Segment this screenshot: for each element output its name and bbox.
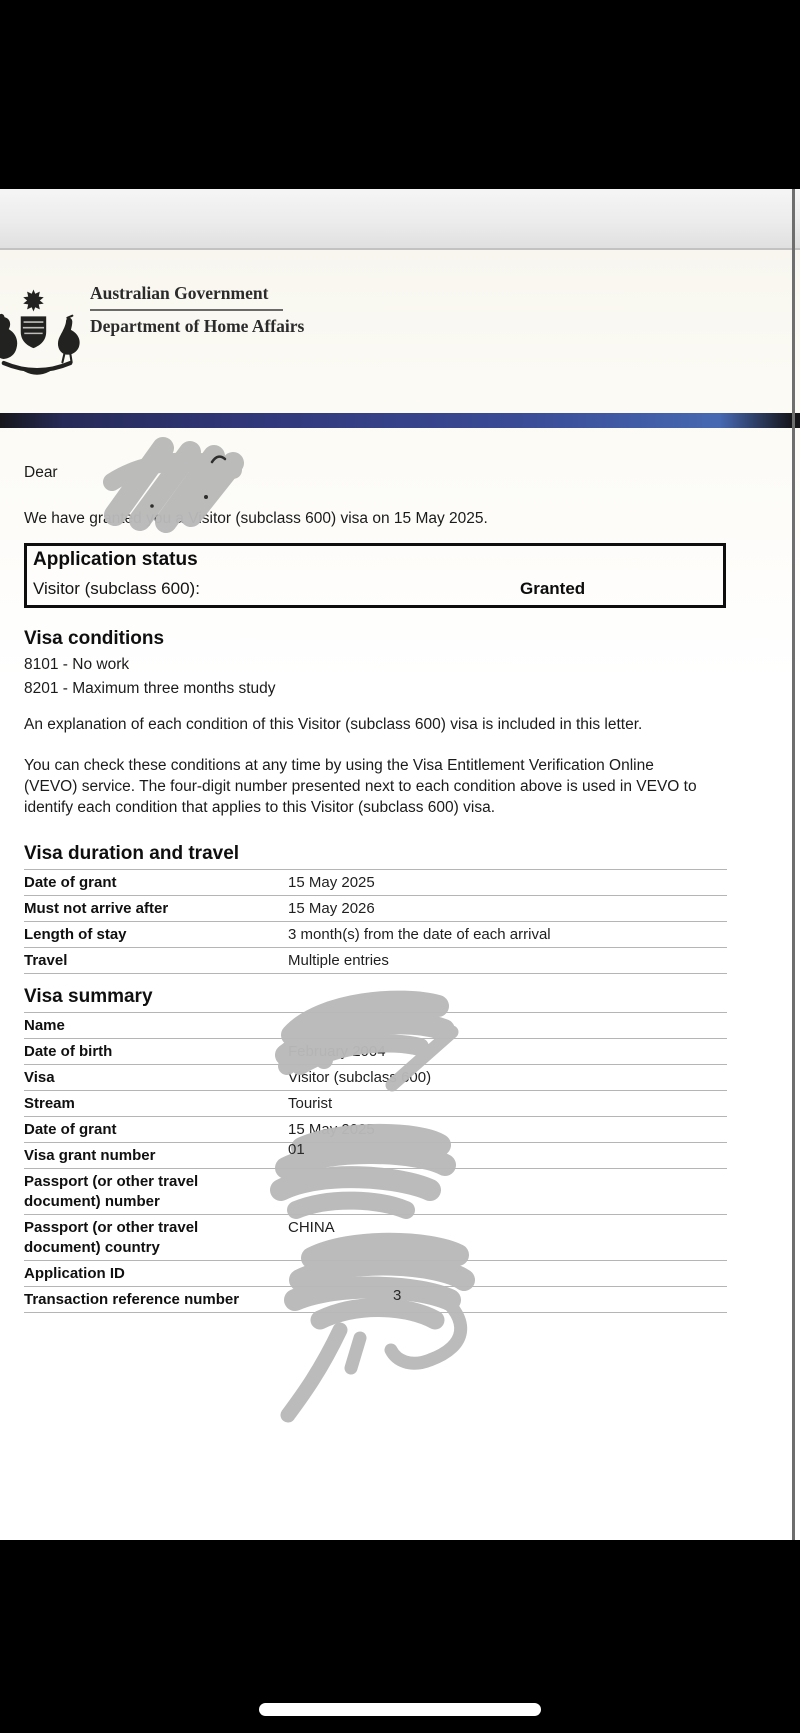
- table-row: [24, 1214, 727, 1260]
- row-label: Transaction reference number: [24, 1291, 240, 1308]
- header-accent-bar: [0, 413, 800, 428]
- table-row: [24, 1142, 727, 1168]
- table-row: [24, 869, 727, 895]
- row-value: 15 May 2025: [288, 1121, 375, 1138]
- row-label: Passport (or other travel document) number: [24, 1173, 199, 1210]
- table-row: [24, 947, 727, 974]
- header-divider: [90, 309, 283, 311]
- government-title: Australian Government: [90, 283, 269, 303]
- intro-sentence: We have granted you a Visitor (subclass 600) visa on 15 May 2025.: [24, 510, 488, 527]
- crest-emu: [58, 318, 80, 355]
- table-row: [24, 1064, 727, 1090]
- table-row: [24, 1012, 727, 1038]
- vevo-note: You can check these conditions at any time by using the Visa Entitlement Verification Online (VEVO) service. The four-digit number presented next to each condition above is used in VEVO to identify each condition that applies to this Visitor (subclass 600) visa.: [24, 757, 697, 816]
- home-indicator[interactable]: [259, 1703, 541, 1716]
- row-label: Stream: [24, 1095, 75, 1112]
- crest-star: [23, 290, 43, 312]
- row-value: 3 month(s) from the date of each arrival: [288, 926, 551, 943]
- row-label: Date of birth: [24, 1043, 113, 1060]
- row-label: Must not arrive after: [24, 900, 169, 917]
- status-bar: [0, 0, 800, 189]
- row-value: 15 May 2026: [288, 900, 375, 917]
- table-row: [24, 895, 727, 921]
- row-label: Name: [24, 1017, 65, 1034]
- table-row: [24, 1116, 727, 1142]
- row-label: Travel: [24, 952, 68, 969]
- application-status-box: [24, 543, 726, 608]
- visa-duration-heading: Visa duration and travel: [24, 843, 240, 864]
- visa-condition-item: 8101 - No work: [24, 656, 130, 673]
- visa-duration-table: [24, 869, 727, 974]
- row-value: 15 May 2025: [288, 874, 375, 891]
- department-title: Department of Home Affairs: [90, 316, 305, 336]
- visa-summary-heading: Visa summary: [24, 986, 153, 1007]
- application-status-value: Granted: [520, 579, 586, 598]
- document-page[interactable]: [0, 250, 800, 1540]
- visa-summary-table: [24, 1012, 727, 1313]
- table-row: [24, 921, 727, 947]
- row-label: Date of grant: [24, 874, 117, 891]
- viewer-toolbar: [0, 189, 800, 250]
- australian-coat-of-arms-icon: [0, 286, 90, 392]
- visa-conditions-heading: Visa conditions: [24, 628, 165, 649]
- row-label: Application ID: [24, 1265, 125, 1282]
- redaction-fragment: 01: [288, 1141, 305, 1158]
- row-label: Length of stay: [24, 926, 127, 943]
- table-row: [24, 1090, 727, 1116]
- visa-condition-item: 8201 - Maximum three months study: [24, 680, 276, 697]
- application-status-label: Visitor (subclass 600):: [33, 579, 200, 598]
- conditions-explanation: An explanation of each condition of this Visitor (subclass 600) visa is included in this letter.: [24, 716, 643, 733]
- row-label: Passport (or other travel document) country: [24, 1219, 199, 1256]
- application-status-title: Application status: [33, 549, 198, 570]
- row-label: Visa grant number: [24, 1147, 156, 1164]
- table-row: [24, 1286, 727, 1313]
- table-row: [24, 1260, 727, 1286]
- row-label: Date of grant: [24, 1121, 117, 1138]
- row-label: Visa: [24, 1069, 55, 1086]
- bottom-bar: [0, 1540, 800, 1733]
- crest-kangaroo: [0, 314, 17, 359]
- row-value: Tourist: [288, 1095, 333, 1112]
- salutation: Dear: [24, 464, 58, 481]
- crest-shield: [21, 316, 46, 348]
- row-value: February 2004: [288, 1043, 386, 1060]
- row-value: Multiple entries: [288, 952, 389, 969]
- page-edge-line: [792, 189, 795, 1540]
- row-value: Visitor (subclass 600): [288, 1069, 432, 1086]
- redaction-fragment: 3: [393, 1287, 402, 1304]
- row-value: CHINA: [288, 1219, 335, 1236]
- table-row: [24, 1038, 727, 1064]
- table-row: [24, 1168, 727, 1214]
